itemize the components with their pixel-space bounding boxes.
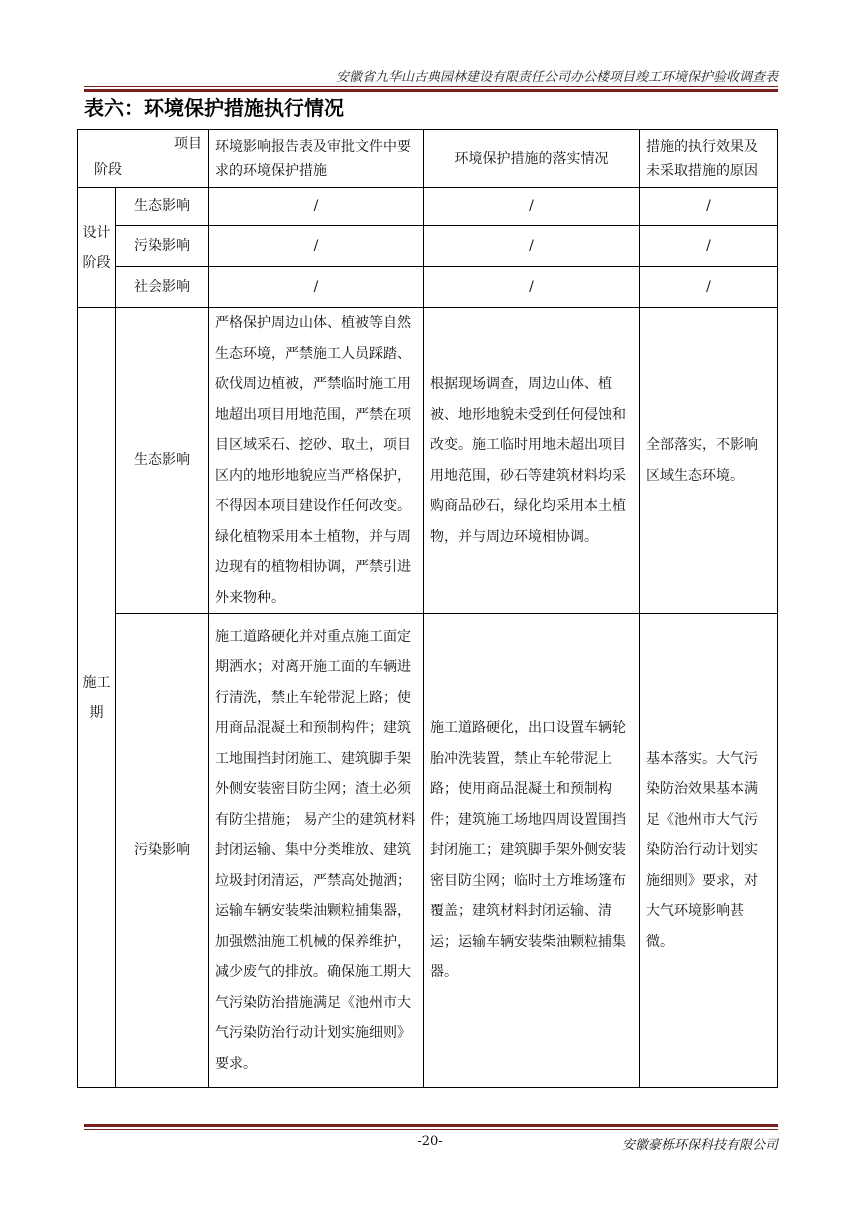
section-title: 表六：环境保护措施执行情况 bbox=[84, 96, 344, 120]
row-label: 生态影响 bbox=[116, 308, 209, 614]
document-header: 安徽省九华山古典园林建设有限责任公司办公楼项目竣工环境保护验收调查表 bbox=[335, 70, 778, 85]
cell-implementation: / bbox=[424, 188, 640, 226]
table-row bbox=[78, 267, 778, 308]
cell-implementation: / bbox=[424, 226, 640, 267]
row-label: 社会影响 bbox=[116, 267, 209, 308]
footer-rule-thin bbox=[84, 1129, 778, 1130]
cell-requirement: / bbox=[209, 226, 424, 267]
cell-requirement: / bbox=[209, 267, 424, 308]
row-label: 污染影响 bbox=[116, 226, 209, 267]
cell-effect: / bbox=[640, 188, 778, 226]
measures-table bbox=[77, 129, 778, 1088]
table-row bbox=[78, 226, 778, 267]
header-implementation: 环境保护措施的落实情况 bbox=[424, 130, 640, 188]
row-label: 污染影响 bbox=[116, 614, 209, 1088]
cell-requirement: 严格保护周边山体、植被等自然生态环境，严禁施工人员踩踏、砍伐周边植被，严禁临时施工用地超出项目用地范围，严禁在项目区域采石、挖砂、取土，项目区内的地形地貌应当严格保护，不得因本项目建设作任何改变。绿化植物采用本土植物，并与周边现有的植物相协调，严禁引进外来物种。 bbox=[209, 308, 424, 614]
header-effect: 措施的执行效果及未采取措施的原因 bbox=[640, 130, 778, 188]
cell-effect: / bbox=[640, 267, 778, 308]
cell-effect: 基本落实。大气污染防治效果基本满足《池州市大气污染防治行动计划实施细则》要求，对大气环境影响甚微。 bbox=[640, 614, 778, 1088]
header-corner-stage: 阶段 bbox=[94, 162, 122, 178]
page-number: -20- bbox=[417, 1134, 443, 1149]
header-rule-thin bbox=[84, 86, 778, 87]
cell-effect: / bbox=[640, 226, 778, 267]
cell-implementation: 根据现场调查，周边山体、植被、地形地貌未受到任何侵蚀和改变。施工临时用地未超出项目用地范围，砂石等建筑材料均采购商品砂石，绿化均采用本土植物，并与周边环境相协调。 bbox=[424, 308, 640, 614]
cell-effect: 全部落实，不影响区域生态环境。 bbox=[640, 308, 778, 614]
cell-implementation: / bbox=[424, 267, 640, 308]
construction-stage-label: 施工期 bbox=[78, 308, 116, 1088]
footer-company: 安徽豪栎环保科技有限公司 bbox=[621, 1138, 778, 1153]
header-requirements: 环境影响报告表及审批文件中要求的环境保护措施 bbox=[209, 130, 424, 188]
cell-implementation: 施工道路硬化，出口设置车辆轮胎冲洗装置，禁止车轮带泥上路；使用商品混凝土和预制构件；建筑施工场地四周设置围挡封闭施工；建筑脚手架外侧安装密目防尘网；临时土方堆场篷布覆盖；建筑材料封闭运输、清运；运输车辆安装柴油颗粒捕集器。 bbox=[424, 614, 640, 1088]
cell-requirement: / bbox=[209, 188, 424, 226]
footer-rule-thick bbox=[84, 1124, 778, 1127]
header-corner-cell bbox=[78, 130, 209, 188]
table-row bbox=[78, 308, 778, 614]
table-row bbox=[78, 614, 778, 1088]
row-label: 生态影响 bbox=[116, 188, 209, 226]
design-stage-label: 设计阶段 bbox=[78, 188, 116, 308]
cell-requirement: 施工道路硬化并对重点施工面定期洒水；对离开施工面的车辆进行清洗，禁止车轮带泥上路；使用商品混凝土和预制构件；建筑工地围挡封闭施工、建筑脚手架外侧安装密目防尘网；渣土必须有防尘措施； 易产尘的建筑材料封闭运输、集中分类堆放、建筑垃圾封闭清运，严禁高处抛洒；运输车辆安装柴油颗粒捕集器，加强燃油施工机械的保养维护，减少废气的排放。确保施工期大气污染防治措施满足《池州市大气污染防治行动计划实施细则》要求。 bbox=[209, 614, 424, 1088]
table-row bbox=[78, 188, 778, 226]
header-corner-project: 项目 bbox=[174, 136, 202, 152]
table-header-row bbox=[78, 130, 778, 188]
